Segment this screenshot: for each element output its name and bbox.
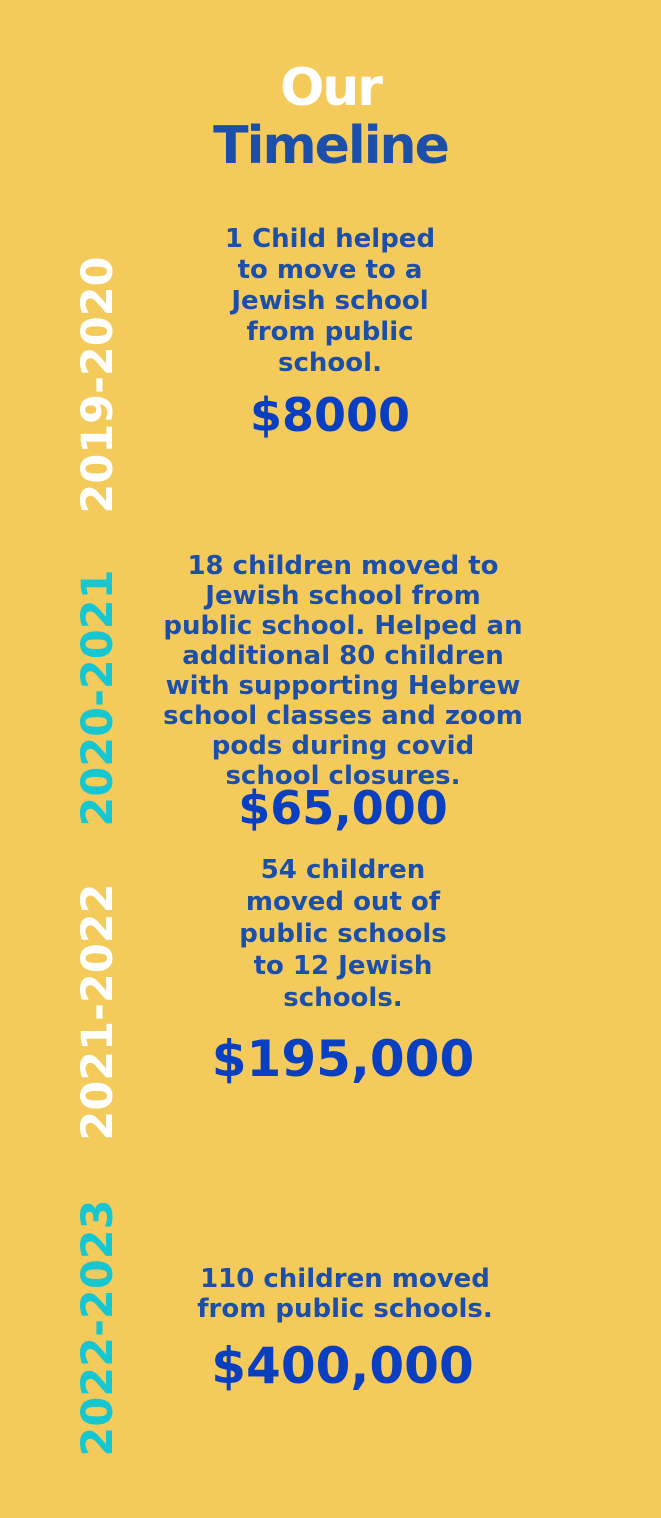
entry-amount-2022-2023: $400,000	[211, 1337, 474, 1395]
entry-description-2021-2022: 54 children moved out of public schools to 12 Jewish schools.	[239, 855, 447, 1013]
year-label-2020-2021: 2020-2021	[73, 569, 123, 827]
entry-amount-2021-2022: $195,000	[211, 1030, 475, 1088]
entry-description-2020-2021: 18 children moved to Jewish school from public school. Helped an additional 80 children with supporting Hebrew school classes and zoom pods during covid school closures.	[163, 551, 523, 791]
entry-amount-2019-2020: $8000	[249, 388, 411, 442]
entry-description-2019-2020: 1 Child helped to move to a Jewish school from public school.	[224, 224, 436, 378]
page-title-line2: Timeline	[213, 116, 448, 176]
year-label-2021-2022: 2021-2022	[73, 883, 123, 1141]
page-title-line1: Our	[280, 58, 381, 118]
year-label-2019-2020: 2019-2020	[73, 256, 123, 514]
entry-description-2022-2023: 110 children moved from public schools.	[197, 1264, 493, 1324]
entry-amount-2020-2021: $65,000	[238, 781, 448, 835]
year-label-2022-2023: 2022-2023	[73, 1199, 123, 1457]
